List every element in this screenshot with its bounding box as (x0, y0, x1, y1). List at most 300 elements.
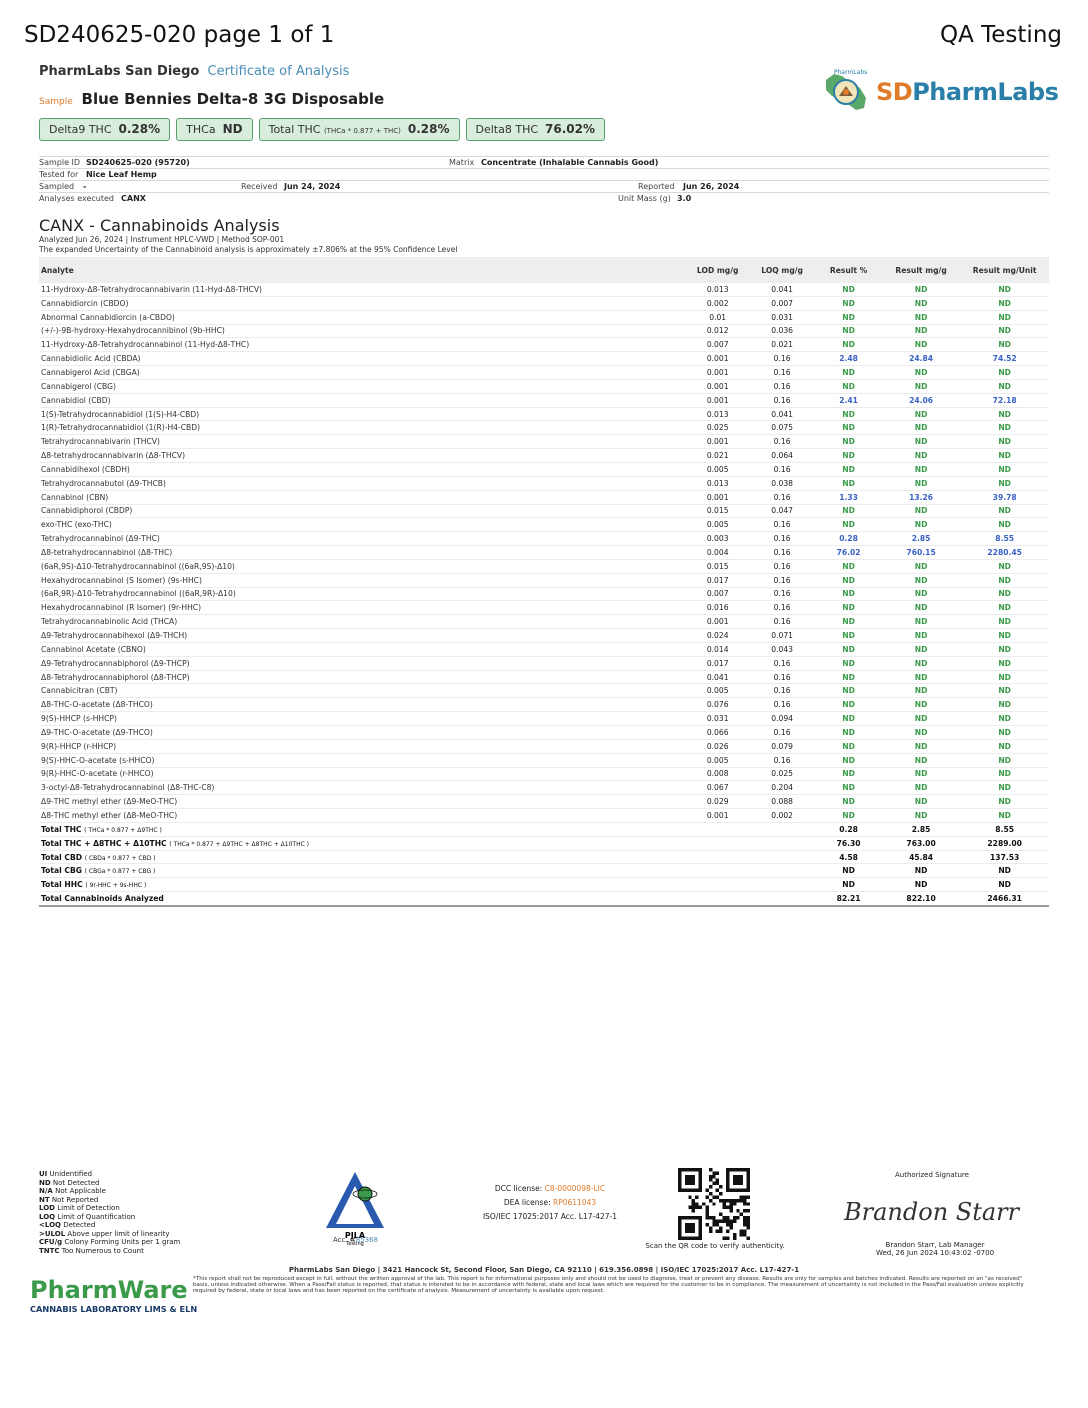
loq-cell: 0.16 (749, 726, 815, 740)
result-unit-cell: ND (960, 601, 1049, 615)
header-loq (749, 257, 815, 283)
loq-cell: 0.047 (749, 504, 815, 518)
lod-cell: 0.025 (686, 421, 748, 435)
reported-value: Jun 26, 2024 (683, 182, 740, 191)
result-mgg-cell: ND (882, 795, 961, 809)
total-pct-cell: ND (815, 864, 881, 878)
header-result-mgg-text: Result mg/g (895, 265, 947, 275)
result-pct-cell: ND (815, 518, 881, 532)
loq-cell: 0.075 (749, 421, 815, 435)
sampled-label: Sampled (39, 182, 75, 191)
logo-text (876, 78, 1058, 106)
loq-cell: 0.021 (749, 338, 815, 352)
table-row (39, 559, 1049, 573)
result-unit-cell: ND (960, 642, 1049, 656)
legend-item (39, 1213, 180, 1222)
qr-caption: Scan the QR code to verify authenticity. (645, 1242, 785, 1250)
total-unit-cell: 137.53 (960, 850, 1049, 864)
analyte-cell: 1(R)-Tetrahydrocannabidiol (1(R)-H4-CBD) (39, 421, 686, 435)
table-row (39, 753, 1049, 767)
analyte-cell: Hexahydrocannabinol (S Isomer) (9s-HHC) (39, 573, 686, 587)
total-label: Total HHC (41, 880, 83, 890)
total-label-cell (39, 878, 686, 892)
empty-cell (749, 892, 815, 906)
unit-mass-value: 3.0 (677, 194, 692, 203)
loq-cell: 0.094 (749, 712, 815, 726)
table-row (39, 407, 1049, 421)
table-row (39, 629, 1049, 643)
analyte-cell: Tetrahydrocannabivarin (THCV) (39, 435, 686, 449)
document-title: SD240625-020 page 1 of 1 (24, 22, 335, 48)
lod-cell: 0.013 (686, 283, 748, 296)
loq-cell: 0.088 (749, 795, 815, 809)
loq-cell: 0.16 (749, 379, 815, 393)
result-unit-cell: ND (960, 338, 1049, 352)
result-pct-cell: ND (815, 407, 881, 421)
signatory (860, 1241, 1010, 1257)
header-result-mgg (882, 257, 961, 283)
analyte-cell: Abnormal Cannabidiorcin (a-CBDO) (39, 310, 686, 324)
lab-heading (39, 64, 349, 79)
reported-label: Reported (638, 182, 675, 191)
summary-pill-thca (176, 118, 252, 141)
analyses-label: Analyses executed (39, 194, 114, 203)
pill-value: 0.28% (118, 122, 161, 136)
result-mgg-cell: ND (882, 476, 961, 490)
legend-item (39, 1187, 180, 1196)
info-row-analyses (39, 192, 1049, 204)
total-mgg-cell: 45.84 (882, 850, 961, 864)
lod-cell: 0.007 (686, 587, 748, 601)
lod-cell: 0.066 (686, 726, 748, 740)
result-pct-cell: ND (815, 324, 881, 338)
analyte-cell: 9(R)-HHC-O-acetate (r-HHCO) (39, 767, 686, 781)
total-unit-cell: ND (960, 864, 1049, 878)
result-unit-cell: ND (960, 712, 1049, 726)
table-row (39, 532, 1049, 546)
result-pct-cell: ND (815, 642, 881, 656)
header-lod-text: LOD mg/g (696, 265, 739, 275)
total-unit-cell: 2289.00 (960, 836, 1049, 850)
qr-code-icon[interactable] (678, 1168, 750, 1240)
loq-cell: 0.16 (749, 490, 815, 504)
total-pct-cell: 76.30 (815, 836, 881, 850)
tested-for-value: Nice Leaf Hemp (86, 170, 157, 179)
analyte-cell: Hexahydrocannabinol (R Isomer) (9r-HHC) (39, 601, 686, 615)
total-formula: ( THCa * 0.877 + Δ9THC ) (84, 826, 162, 834)
pjla-label: PJLA (344, 1231, 366, 1240)
info-row-dates (39, 180, 1049, 192)
analyte-cell: Δ8-tetrahydrocannabivarin (Δ8-THCV) (39, 449, 686, 463)
result-pct-cell: ND (815, 283, 881, 296)
analyte-cell: Δ9-THC-O-acetate (Δ9-THCO) (39, 726, 686, 740)
legend-text: Limit of Detection (57, 1204, 120, 1212)
pill-value: 0.28% (407, 122, 450, 136)
loq-cell: 0.025 (749, 767, 815, 781)
result-mgg-cell: ND (882, 504, 961, 518)
legend-item (39, 1196, 180, 1205)
table-row (39, 615, 1049, 629)
document-label-qa: QA Testing (939, 22, 1062, 48)
result-unit-cell: ND (960, 435, 1049, 449)
empty-cell (686, 864, 748, 878)
result-pct-cell: ND (815, 767, 881, 781)
pill-label: Delta8 THC (475, 123, 539, 136)
empty-cell (749, 878, 815, 892)
result-pct-cell: ND (815, 712, 881, 726)
legend-item (39, 1170, 180, 1179)
table-row (39, 670, 1049, 684)
result-mgg-cell: ND (882, 767, 961, 781)
table-row (39, 698, 1049, 712)
header-result-unit (960, 257, 1049, 283)
section-uncertainty: The expanded Uncertainty of the Cannabinoid analysis is approximately ±7.806% at the 95% Confidence Level (39, 245, 458, 254)
result-mgg-cell: ND (882, 407, 961, 421)
total-pct-cell: 4.58 (815, 850, 881, 864)
table-row (39, 310, 1049, 324)
total-mgg-cell: 2.85 (882, 822, 961, 836)
legend-text: Detected (63, 1221, 96, 1229)
table-row (39, 338, 1049, 352)
result-unit-cell: 74.52 (960, 352, 1049, 366)
result-pct-cell: 2.41 (815, 393, 881, 407)
total-mgg-cell: 763.00 (882, 836, 961, 850)
result-mgg-cell: ND (882, 670, 961, 684)
result-pct-cell: ND (815, 449, 881, 463)
result-unit-cell: ND (960, 324, 1049, 338)
table-row (39, 587, 1049, 601)
result-mgg-cell: ND (882, 753, 961, 767)
lod-cell: 0.008 (686, 767, 748, 781)
header-analyte: Analyte (39, 257, 686, 283)
signature-title: Authorized Signature (895, 1171, 969, 1179)
result-unit-cell: ND (960, 726, 1049, 740)
lod-cell: 0.003 (686, 532, 748, 546)
table-row (39, 546, 1049, 560)
dcc-license (440, 1182, 660, 1196)
result-pct-cell: 76.02 (815, 546, 881, 560)
legend-item (39, 1179, 180, 1188)
result-mgg-cell: ND (882, 462, 961, 476)
result-mgg-cell: ND (882, 587, 961, 601)
pill-label: THCa (186, 123, 216, 136)
signature-image (840, 1188, 1040, 1238)
result-pct-cell: ND (815, 781, 881, 795)
result-pct-cell: ND (815, 739, 881, 753)
legend-text: Colony Forming Units per 1 gram (64, 1238, 181, 1246)
analyte-cell: Δ8-THC-O-acetate (Δ8-THCO) (39, 698, 686, 712)
result-unit-cell: ND (960, 656, 1049, 670)
result-unit-cell: ND (960, 587, 1049, 601)
analyte-cell: 9(S)-HHC-O-acetate (s-HHCO) (39, 753, 686, 767)
analyte-cell: 11-Hydroxy-Δ8-Tetrahydrocannabinol (11-Hyd-Δ8-THC) (39, 338, 686, 352)
result-pct-cell: ND (815, 573, 881, 587)
analyte-cell: (+/-)-9B-hydroxy-Hexahydrocannibinol (9b-HHC) (39, 324, 686, 338)
header-result-pct (815, 257, 881, 283)
result-unit-cell: ND (960, 795, 1049, 809)
analyte-cell: 11-Hydroxy-Δ8-Tetrahydrocannabivarin (11-Hyd-Δ8-THCV) (39, 283, 686, 296)
table-row (39, 767, 1049, 781)
loq-cell: 0.16 (749, 532, 815, 546)
result-pct-cell: ND (815, 698, 881, 712)
result-mgg-cell: ND (882, 310, 961, 324)
loq-cell: 0.16 (749, 352, 815, 366)
result-unit-cell: 8.55 (960, 532, 1049, 546)
table-row (39, 283, 1049, 296)
result-mgg-cell: ND (882, 615, 961, 629)
disclaimer: *This report shall not be reproduced except in full, without the written approval of the lab. This report is for informational purposes only and should not be used to diagnose, treat or prevent any disease. Results are only for samples and batches indicated. Results are reported on an "as received" basis, unless indicated otherwise. When a Pass/Fail status is reported, that status is intended to be in accordance with federal, state and local laws which are required for the customer to be in compliance. The measurement of uncertainty is not included in the Pass/Fail evaluation unless explicitly required by federal, state or local laws and has been reported on the certificate of analysis. Measurement of uncertainty is available upon request. (193, 1276, 1024, 1295)
result-mgg-cell: ND (882, 642, 961, 656)
matrix-value: Concentrate (Inhalable Cannabis Good) (481, 158, 659, 167)
result-unit-cell: ND (960, 573, 1049, 587)
legend-text: Not Applicable (55, 1187, 106, 1195)
result-mgg-cell: 13.26 (882, 490, 961, 504)
result-mgg-cell: ND (882, 573, 961, 587)
loq-cell: 0.16 (749, 462, 815, 476)
abbreviation-legend (39, 1170, 180, 1255)
legend-abbr: N/A (39, 1187, 53, 1195)
empty-cell (749, 836, 815, 850)
result-pct-cell: 1.33 (815, 490, 881, 504)
result-unit-cell: ND (960, 449, 1049, 463)
legend-abbr: ND (39, 1178, 51, 1187)
legend-item (39, 1221, 180, 1230)
table-row (39, 726, 1049, 740)
result-unit-cell: ND (960, 615, 1049, 629)
result-mgg-cell: ND (882, 629, 961, 643)
result-unit-cell: ND (960, 559, 1049, 573)
table-row (39, 809, 1049, 823)
loq-cell: 0.041 (749, 283, 815, 296)
header-loq-text: LOQ mg/g (761, 265, 803, 275)
table-row (39, 712, 1049, 726)
loq-cell: 0.043 (749, 642, 815, 656)
loq-cell: 0.038 (749, 476, 815, 490)
result-unit-cell: ND (960, 296, 1049, 310)
legend-text: Not Detected (52, 1178, 100, 1187)
table-row (39, 642, 1049, 656)
lod-cell: 0.001 (686, 379, 748, 393)
result-mgg-cell: ND (882, 712, 961, 726)
table-row (39, 573, 1049, 587)
iso-accreditation: ISO/IEC 17025:2017 Acc. L17-427-1 (482, 1212, 618, 1221)
dcc-value: C8-0000098-LIC (544, 1184, 606, 1193)
analyte-cell: 1(S)-Tetrahydrocannabidiol (1(S)-H4-CBD) (39, 407, 686, 421)
table-row (39, 601, 1049, 615)
total-row (39, 822, 1049, 836)
total-mgg-cell: ND (882, 878, 961, 892)
result-unit-cell: 2280.45 (960, 546, 1049, 560)
result-unit-cell: ND (960, 462, 1049, 476)
lod-cell: 0.002 (686, 296, 748, 310)
result-mgg-cell: ND (882, 698, 961, 712)
total-label-cell (39, 822, 686, 836)
pjla-acc-number (333, 1236, 378, 1244)
pill-label: Total THC (268, 123, 321, 136)
analyte-cell: Cannabigerol (CBG) (39, 379, 686, 393)
loq-cell: 0.031 (749, 310, 815, 324)
lod-cell: 0.005 (686, 684, 748, 698)
lod-cell: 0.067 (686, 781, 748, 795)
result-pct-cell: 2.48 (815, 352, 881, 366)
result-unit-cell: ND (960, 684, 1049, 698)
header-result-unit-text: Result mg/Unit (972, 265, 1037, 275)
header-lod (686, 257, 748, 283)
legend-item (39, 1204, 180, 1213)
loq-cell: 0.16 (749, 670, 815, 684)
loq-cell: 0.16 (749, 435, 815, 449)
result-mgg-cell: 24.06 (882, 393, 961, 407)
signature-script: Brandon Starr (844, 1198, 1020, 1226)
result-unit-cell: ND (960, 781, 1049, 795)
table-header-row (39, 257, 1049, 283)
total-formula: ( 9r-HHC + 9s-HHC ) (85, 882, 147, 890)
table-row (39, 449, 1049, 463)
table-row (39, 781, 1049, 795)
lod-cell: 0.001 (686, 435, 748, 449)
loq-cell: 0.16 (749, 753, 815, 767)
result-mgg-cell: ND (882, 809, 961, 823)
result-unit-cell: ND (960, 809, 1049, 823)
signatory-name: Brandon Starr, Lab Manager (885, 1241, 985, 1249)
section-meta: Analyzed Jun 26, 2024 | Instrument HPLC-VWD | Method SOP-001 (39, 235, 285, 244)
pharmware-sub: CANNABIS LABORATORY LIMS & ELN (30, 1304, 198, 1314)
total-unit-cell: ND (960, 878, 1049, 892)
pill-value: 76.02% (545, 122, 596, 136)
result-pct-cell: ND (815, 338, 881, 352)
lod-cell: 0.013 (686, 476, 748, 490)
result-pct-cell: ND (815, 629, 881, 643)
result-pct-cell: ND (815, 366, 881, 380)
result-mgg-cell: ND (882, 435, 961, 449)
analyte-cell: Cannabidiphorol (CBDP) (39, 504, 686, 518)
dcc-label: DCC license: (494, 1184, 543, 1193)
analyte-cell: (6aR,9S)-Δ10-Tetrahydrocannabinol ((6aR,9S)-Δ10) (39, 559, 686, 573)
loq-cell: 0.041 (749, 407, 815, 421)
result-unit-cell: ND (960, 421, 1049, 435)
lab-address: PharmLabs San Diego | 3421 Hancock St, Second Floor, San Diego, CA 92110 | 619.356.0898 | ISO/IEC 17025:2017 Acc. L17-427-1 (288, 1266, 800, 1274)
analyte-cell: Cannabidihexol (CBDH) (39, 462, 686, 476)
lod-cell: 0.024 (686, 629, 748, 643)
summary-pill-total-thc (259, 118, 460, 141)
legend-abbr: <LOQ (39, 1221, 61, 1229)
pjla-sub: Testing (346, 1241, 364, 1247)
dea-label: DEA license: (503, 1198, 551, 1207)
empty-cell (686, 850, 748, 864)
total-row (39, 864, 1049, 878)
received-value: Jun 24, 2024 (284, 182, 341, 191)
total-label-cell (39, 836, 686, 850)
loq-cell: 0.16 (749, 366, 815, 380)
header-result-pct-text: Result % (829, 265, 868, 275)
analyte-cell: (6aR,9R)-Δ10-Tetrahydrocannabinol ((6aR,9R)-Δ10) (39, 587, 686, 601)
dea-value: RP0611043 (553, 1198, 597, 1207)
sdpharmlabs-logo (820, 66, 1059, 116)
pill-formula: (THCa * 0.877 + THC) (323, 127, 401, 135)
lod-cell: 0.015 (686, 504, 748, 518)
result-pct-cell: ND (815, 753, 881, 767)
total-formula: ( CBDa * 0.877 + CBD ) (84, 854, 156, 862)
result-unit-cell: 39.78 (960, 490, 1049, 504)
legend-abbr: NT (39, 1195, 50, 1204)
lod-cell: 0.017 (686, 656, 748, 670)
analyte-cell: exo-THC (exo-THC) (39, 518, 686, 532)
legend-abbr: CFU/g (39, 1238, 63, 1246)
table-row (39, 435, 1049, 449)
table-row (39, 739, 1049, 753)
result-pct-cell: 0.28 (815, 532, 881, 546)
sampled-value: - (83, 182, 87, 191)
loq-cell: 0.16 (749, 559, 815, 573)
table-row (39, 504, 1049, 518)
analyte-cell: Cannabinol Acetate (CBNO) (39, 642, 686, 656)
loq-cell: 0.16 (749, 656, 815, 670)
logo-arc-text: PharmLabs (834, 69, 868, 76)
loq-cell: 0.16 (749, 684, 815, 698)
lab-name: PharmLabs San Diego (39, 64, 200, 79)
analyte-cell: Δ8-tetrahydrocannabinol (Δ8-THC) (39, 546, 686, 560)
empty-cell (686, 892, 748, 906)
table-row (39, 296, 1049, 310)
result-mgg-cell: ND (882, 684, 961, 698)
legend-text: Above upper limit of linearity (67, 1229, 170, 1238)
table-row (39, 795, 1049, 809)
sample-heading (39, 90, 384, 108)
total-mgg-cell: ND (882, 864, 961, 878)
analyte-cell: Tetrahydrocannabinol (Δ9-THC) (39, 532, 686, 546)
result-mgg-cell: ND (882, 296, 961, 310)
result-pct-cell: ND (815, 504, 881, 518)
coa-label: Certificate of Analysis (207, 64, 350, 79)
info-row-tested-for (39, 168, 1049, 180)
legend-abbr: UI (39, 1170, 48, 1178)
result-pct-cell: ND (815, 462, 881, 476)
logo-sd: SD (876, 78, 913, 106)
total-label-cell (39, 864, 686, 878)
total-row (39, 878, 1049, 892)
analyte-cell: Δ8-THC methyl ether (Δ8-MeO-THC) (39, 809, 686, 823)
lod-cell: 0.041 (686, 670, 748, 684)
result-pct-cell: ND (815, 587, 881, 601)
signature-date: Wed, 26 Jun 2024 10:43:02 -0700 (875, 1249, 995, 1257)
total-row (39, 850, 1049, 864)
loq-cell: 0.071 (749, 629, 815, 643)
result-mgg-cell: ND (882, 781, 961, 795)
tested-for-label: Tested for (39, 170, 79, 179)
analyte-cell: Δ9-Tetrahydrocannabiphorol (Δ9-THCP) (39, 656, 686, 670)
result-mgg-cell: ND (882, 449, 961, 463)
result-mgg-cell: ND (882, 366, 961, 380)
result-pct-cell: ND (815, 476, 881, 490)
table-row (39, 379, 1049, 393)
matrix-label: Matrix (449, 158, 475, 167)
summary-pills (39, 118, 605, 141)
lod-cell: 0.029 (686, 795, 748, 809)
result-unit-cell: 72.18 (960, 393, 1049, 407)
empty-cell (686, 836, 748, 850)
lod-cell: 0.001 (686, 393, 748, 407)
result-mgg-cell: ND (882, 726, 961, 740)
lod-cell: 0.005 (686, 462, 748, 476)
lod-cell: 0.015 (686, 559, 748, 573)
lod-cell: 0.005 (686, 753, 748, 767)
analyte-cell: 3-octyl-Δ8-Tetrahydrocannabinol (Δ8-THC-C8) (39, 781, 686, 795)
loq-cell: 0.204 (749, 781, 815, 795)
pill-value: ND (222, 122, 243, 136)
analyte-cell: Cannabicitran (CBT) (39, 684, 686, 698)
result-pct-cell: ND (815, 809, 881, 823)
result-unit-cell: ND (960, 366, 1049, 380)
